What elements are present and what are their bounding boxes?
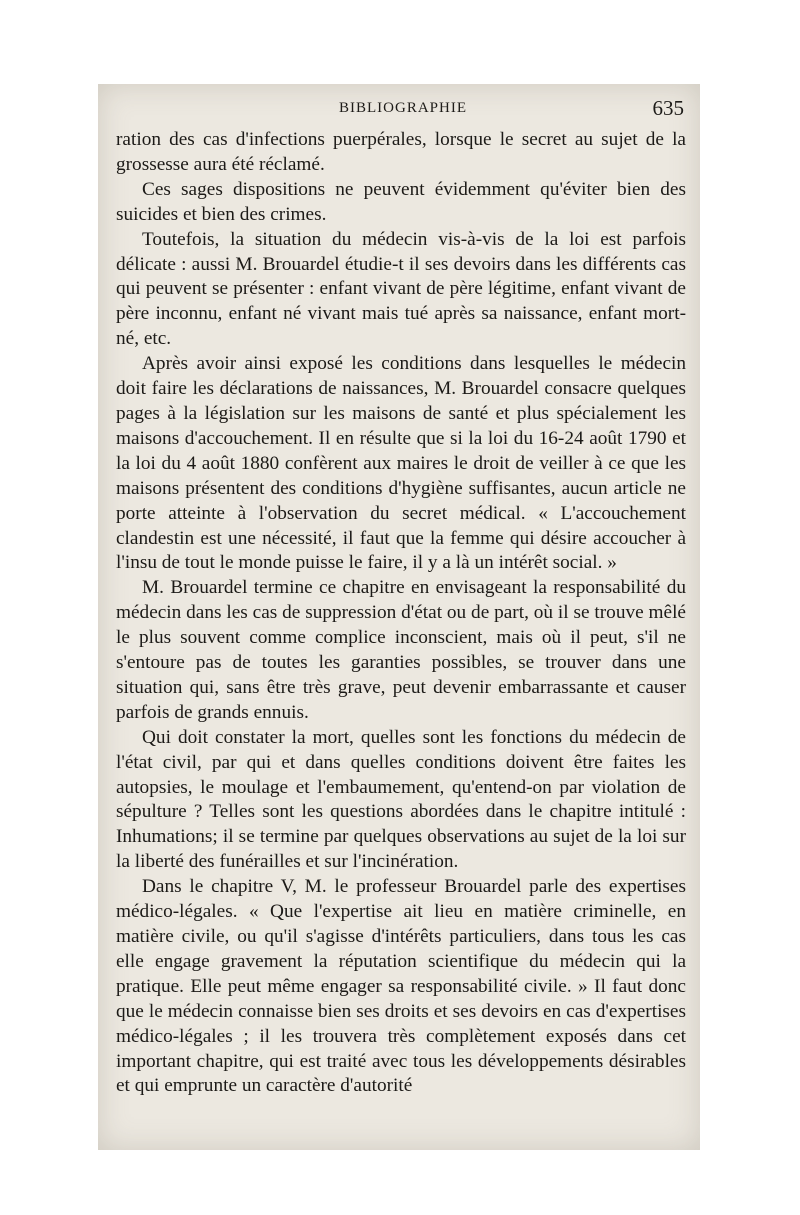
paragraph: Après avoir ainsi exposé les conditions dans lesquelles le médecin doit faire les déclarations de naissances, M. Brouardel consacre quelques pages à la législation sur les maisons de santé et plus spécialement les maisons d'accouchement. Il en résulte que si la loi du 16-24 août 1790 et la loi du 4 août 1880 confèrent aux maires le droit de veiller à ce que les maisons présentent des conditions d'hygiène suffisantes, aucun article ne porte atteinte à l'observation du secret médical. « L'accouchement clandestin est une nécessité, il faut que la femme qui désire accoucher à l'insu de tout le monde puisse le faire, il y a là un intérêt social. » bbox=[116, 353, 686, 574]
body-text bbox=[116, 128, 686, 1099]
paragraph: Dans le chapitre V, M. le professeur Brouardel parle des expertises médico-légales. « Que l'expertise ait lieu en matière criminelle, en matière civile, ou qu'il s'agisse d'intérêts particuliers, dans tous les cas elle engage gravement la réputation scientifique du médecin qui la pratique. Elle peut même engager sa responsabilité civile. » Il faut donc que le médecin connaisse bien ses droits et ses devoirs en cas d'expertises médico-légales ; il les trouvera très complètement exposés dans cet important chapitre, qui est traité avec tous les développements désirables et qui emprunte un caractère d'autorité bbox=[116, 876, 686, 1097]
page-number: 635 bbox=[652, 96, 684, 120]
paragraph-continuation: ration des cas d'infections puerpérales, lorsque le secret au sujet de la grossesse aura été réclamé. bbox=[116, 129, 686, 175]
paragraph: Ces sages dispositions ne peuvent évidemment qu'éviter bien des suicides et bien des crimes. bbox=[116, 178, 686, 225]
paragraph: Toutefois, la situation du médecin vis-à-vis de la loi est parfois délicate : aussi M. Brouardel étudie-t il ses devoirs dans les différents cas qui peuvent se présenter : enfant vivant de père légitime, enfant vivant de père inconnu, enfant né vivant mais tué après sa naissance, enfant mort-né, etc. bbox=[116, 228, 686, 350]
paragraph: Qui doit constater la mort, quelles sont les fonctions du médecin de l'état civil, par qui et dans quelles conditions doivent être faites les autopsies, le moulage et l'embaumement, qu'entend-on par violation de sépulture ? Telles sont les questions abordées dans le chapitre intitulé : Inhumations; il se termine par quelques observations au sujet de la loi sur la liberté des funérailles et sur l'incinération. bbox=[116, 726, 686, 873]
running-header bbox=[118, 96, 688, 126]
paragraph: M. Brouardel termine ce chapitre en envisageant la responsabilité du médecin dans les cas de suppression d'état ou de part, où il se trouve mêlé le plus souvent comme complice inconscient, mais où il peut, s'il ne s'entoure pas de toutes les garanties possibles, se trouver dans une situation qui, sans être très grave, peut devenir embarrassante et causer parfois de grands ennuis. bbox=[116, 577, 686, 723]
running-title: BIBLIOGRAPHIE bbox=[339, 100, 467, 116]
